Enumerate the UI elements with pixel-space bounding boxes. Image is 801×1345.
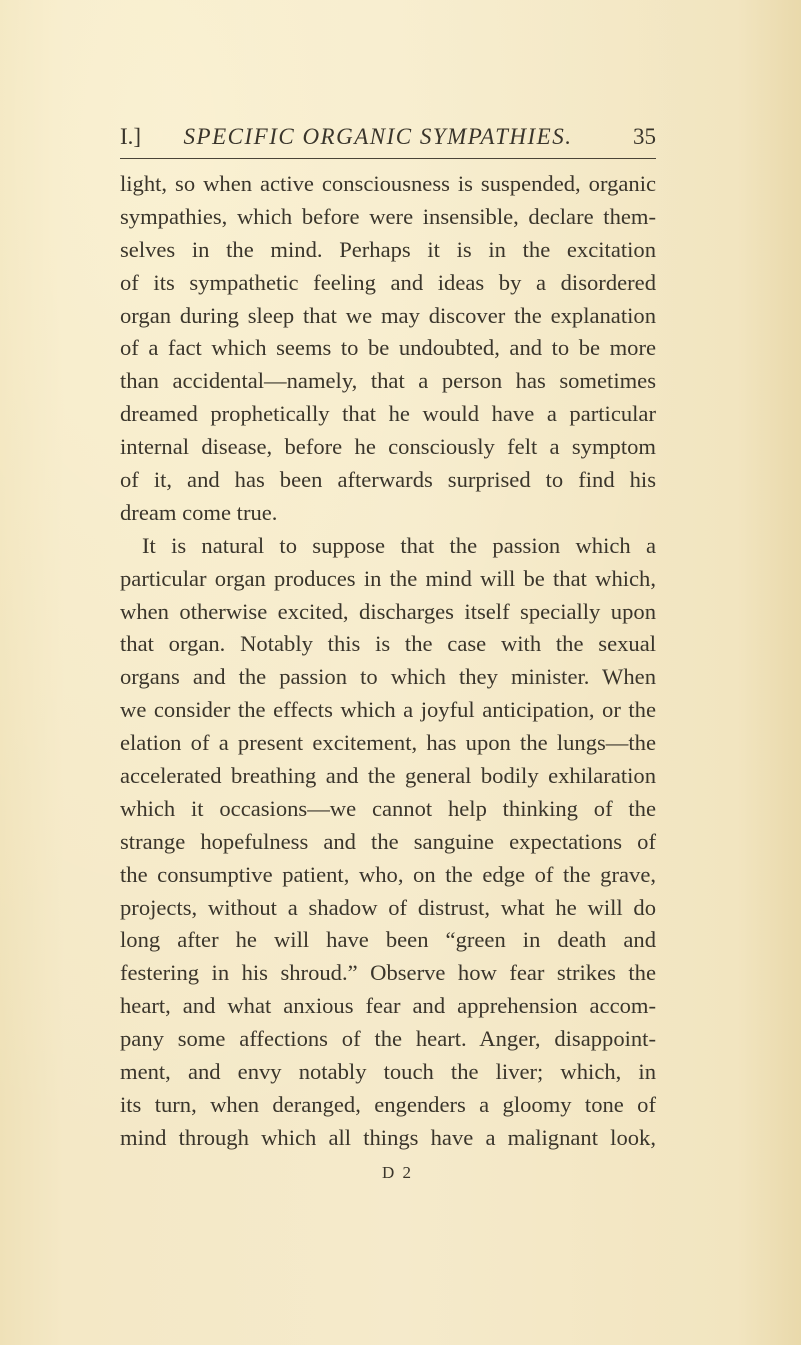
text-line: selves in the mind. Perhaps it is in the excitation <box>120 236 656 262</box>
text-line: which it occasions—we cannot help thinking of the <box>120 795 656 821</box>
page-number: 35 <box>633 124 656 149</box>
text-line: of a fact which seems to be undoubted, and to be more <box>120 335 656 361</box>
text-line: its turn, when deranged, engenders a gloomy tone of <box>120 1091 656 1117</box>
text-line: organ during sleep that we may discover the explanation <box>120 302 656 328</box>
text-line: we consider the effects which a joyful anticipation, or the <box>120 697 656 723</box>
text-line: long after he will have been “green in death and <box>120 927 656 953</box>
text-line: accelerated breathing and the general bodily exhilaration <box>120 763 656 789</box>
text-line: strange hopefulness and the sanguine expectations of <box>120 828 656 854</box>
text-line: than accidental—namely, that a person has sometimes <box>120 368 656 394</box>
text-line: mind through which all things have a malignant look, <box>120 1124 656 1150</box>
text-line: internal disease, before he consciously felt a symptom <box>120 434 656 460</box>
running-title: SPECIFIC ORGANIC SYMPATHIES. <box>183 124 573 149</box>
body-text <box>120 168 656 1155</box>
text-line: sympathies, which before were insensible, declare them- <box>120 203 656 229</box>
text-line: elation of a present excitement, has upon the lungs—the <box>120 730 656 756</box>
text-line: ment, and envy notably touch the liver; which, in <box>120 1059 656 1085</box>
text-line: light, so when active consciousness is suspended, organic <box>120 171 656 196</box>
paragraph-start-line: It is natural to suppose that the passion which a <box>142 532 656 558</box>
paragraph-end-line: dream come true. <box>120 499 278 525</box>
text-line: when otherwise excited, discharges itself specially upon <box>120 598 656 624</box>
chapter-reference: I.] <box>120 124 142 149</box>
text-line: that organ. Notably this is the case with the sexual <box>120 631 656 657</box>
running-head <box>120 121 656 153</box>
text-line: heart, and what anxious fear and apprehension accom- <box>120 993 656 1019</box>
signature-mark: D 2 <box>382 1163 414 1182</box>
text-line: festering in his shroud.” Observe how fear strikes the <box>120 960 656 986</box>
text-line: pany some affections of the heart. Anger, disappoint- <box>120 1026 656 1052</box>
text-line: dreamed prophetically that he would have a particular <box>120 401 656 427</box>
text-line: of its sympathetic feeling and ideas by a disordered <box>120 269 656 295</box>
text-line: projects, without a shadow of distrust, what he will do <box>120 894 656 920</box>
text-line: organs and the passion to which they minister. When <box>120 664 656 690</box>
text-line: particular organ produces in the mind will be that which, <box>120 565 656 591</box>
header-rule <box>120 158 656 159</box>
text-line: the consumptive patient, who, on the edge of the grave, <box>120 861 656 887</box>
text-line: of it, and has been afterwards surprised to find his <box>120 467 656 493</box>
